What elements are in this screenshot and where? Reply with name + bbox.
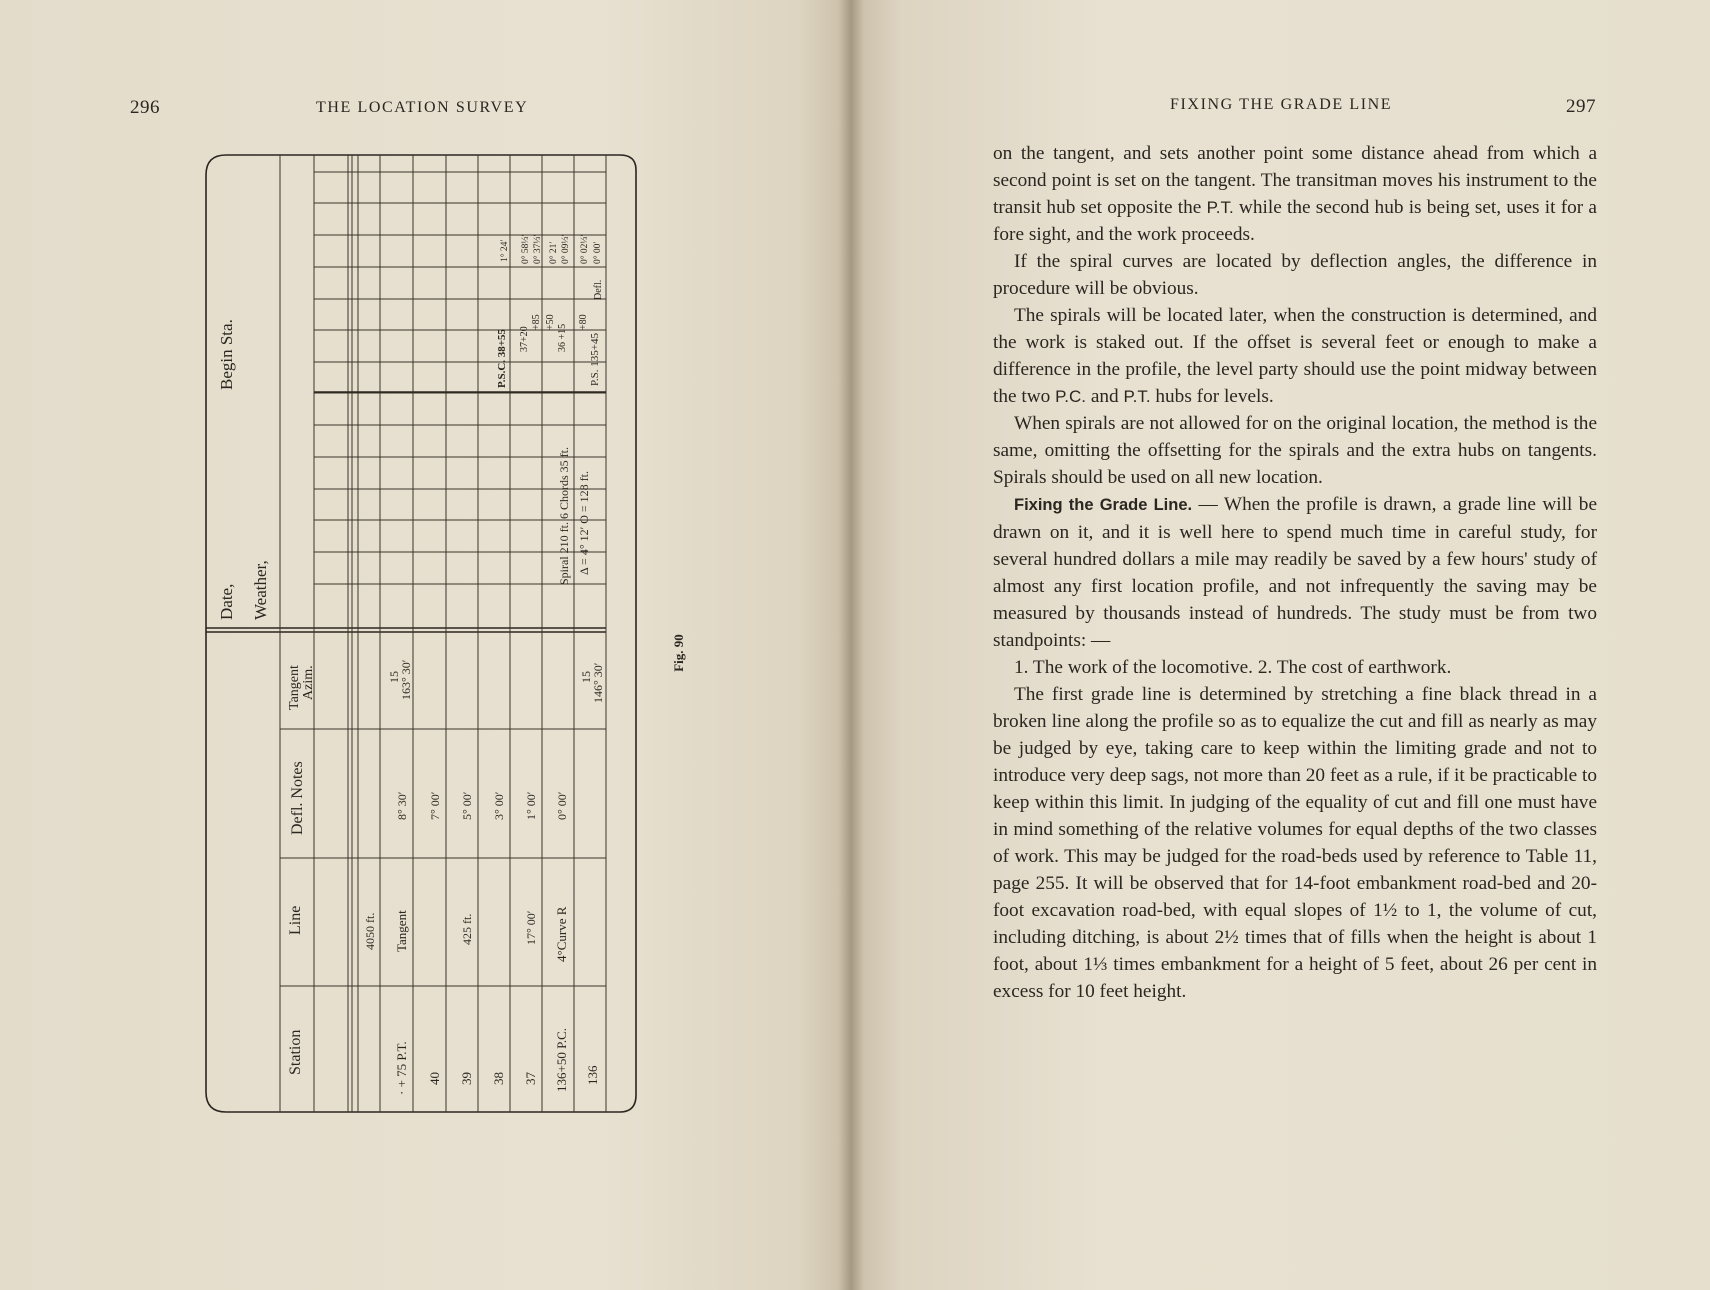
svg-text:7° 00′: 7° 00′ [428,791,442,820]
begin-sta-label: Begin Sta. [217,319,236,390]
svg-text:425 ft.: 425 ft. [460,913,474,945]
col-line: Line [287,905,304,935]
svg-text:4°Curve R: 4°Curve R [554,906,569,962]
svg-text:0° 09⅓′: 0° 09⅓′ [561,234,571,264]
paragraph: The first grade line is determined by stretching a fine black thread in a broken line along the profile so as to equalize the cut and fill as nearly as may be judged by eye, taking care to keep within the limiting grade and not to introduce very deep sags, not more than 20 feet as a rule, if it be practicable to keep within this limit. In judging of the equality of cut and fill one must have in mind something of the relative volumes for equal depths of the two classes of work. This may be judged for the road-beds used by reference to Table 11, page 255. It will be observed that for 14-foot embankment road-bed and 20-foot excavation road-bed, with equal slopes of 1½ to 1, the volume of cut, including ditching, is about 2½ times that of fills when the height is about 1 foot, about 1⅓ times embankment for a height of 5 feet, about 26 per cent in excess for 10 feet height. [993,684,1597,1002]
svg-text:· + 75 P.T.: · + 75 P.T. [394,1041,409,1095]
row-5 [554,791,569,1092]
spiral-station: 37+20 [519,326,530,352]
spiral-station: +80 [578,314,589,330]
left-running-head: THE LOCATION SURVEY [316,99,529,116]
figure-caption: Fig. 90 [670,634,686,672]
svg-text:136+50 P.C.: 136+50 P.C. [554,1027,569,1092]
col-tangent-azim: Tangent [287,665,302,710]
svg-text:3° 00′: 3° 00′ [492,791,506,820]
spiral-defl-label: Defl. [593,279,604,300]
col-defl-notes: Defl. Notes [289,761,306,835]
svg-text:37: 37 [523,1072,538,1085]
spiral-station: 36 +15 [557,323,568,352]
row-0 [387,659,413,1095]
row-1 [427,791,442,1085]
paragraph: on the tangent, and sets another point some distance ahead from which a second point is set on the tangent. The transitman moves his instrument to the transit hub set opposite the P.T. while the second hub is being set, uses it for a fore sight, and the work proceeds. [993,143,1597,245]
right-page-body [993,140,1597,1005]
svg-text:38: 38 [491,1072,506,1085]
weather-label: Weather, [251,560,270,620]
paragraph: When spirals are not allowed for on the original location, the method is the same, omitting the offsetting for the spirals and the extra hubs on tangents. Spirals should be used on all new location. [993,413,1597,488]
row-6 [579,662,605,1085]
row-3 [491,791,506,1085]
date-label: Date, [217,583,236,620]
svg-text:17° 00′: 17° 00′ [524,910,538,945]
spiral-note: Spiral 210 ft. 6 Chords 35 ft. [557,447,571,585]
spiral-station: +85 [531,314,542,330]
svg-text:1° 24′: 1° 24′ [500,239,510,262]
col-tangent-azim: Azim. [301,665,316,700]
svg-text:0° 00′: 0° 00′ [593,241,603,264]
line-distance: 4050 ft. [363,912,377,950]
svg-text:0° 00′: 0° 00′ [555,791,569,820]
svg-text:146° 30′: 146° 30′ [591,662,605,703]
field-notebook-figure [0,0,850,1290]
spiral-station: P.S. 135+45 [589,333,601,386]
spiral-station: P.S.C. 38+55 [496,328,508,388]
right-running-head: FIXING THE GRADE LINE [1170,96,1393,113]
paragraph: Fixing the Grade Line. — When the profile is drawn, a grade line will be drawn on it, and it is well here to spend much time in careful study, for several hundred dollars a mile may readily be saved by a few hours' study of almost any first location profile, and not infrequently the saving may be measured by thousands instead of hundreds. The study must be from two standpoints: — [993,494,1598,651]
book-gutter [838,0,864,1290]
svg-text:39: 39 [459,1072,474,1085]
svg-text:15: 15 [579,671,593,683]
svg-text:0° 21′: 0° 21′ [549,241,559,264]
paragraph: 1. The work of the locomotive. 2. The cost of earthwork. [1014,657,1452,678]
left-page-number: 296 [130,97,160,118]
svg-text:0° 37⅓′: 0° 37⅓′ [533,234,543,264]
right-page-number: 297 [1566,96,1596,117]
spiral-station: +50 [545,314,556,330]
svg-text:1° 00′: 1° 00′ [524,791,538,820]
svg-text:0° 02⅓′: 0° 02⅓′ [580,234,590,264]
spiral-deflections [499,234,603,264]
section-heading: Fixing the Grade Line. [1014,496,1193,514]
left-page [0,0,850,1290]
svg-text:163° 30′: 163° 30′ [399,659,413,700]
svg-text:8° 30′: 8° 30′ [395,791,409,820]
svg-text:5° 00′: 5° 00′ [460,791,474,820]
spiral-note: Δ = 4° 12′ O = 128 ft. [577,470,591,575]
col-station: Station [287,1029,304,1075]
svg-text:40: 40 [427,1072,442,1085]
row-4 [523,791,538,1085]
svg-text:15: 15 [387,671,401,683]
svg-text:136: 136 [585,1065,600,1085]
svg-text:0° 58⅓′: 0° 58⅓′ [521,234,531,264]
paragraph: If the spiral curves are located by deflection angles, the difference in procedure will be obvious. [993,251,1597,299]
row-2 [459,791,474,1085]
svg-text:Tangent: Tangent [394,910,409,952]
paragraph: The spirals will be located later, when the construction is determined, and the work is staked out. If the offset is several feet or enough to make a difference in the profile, the level party should use the point midway between the two P.C. and P.T. hubs for levels. [993,305,1597,407]
